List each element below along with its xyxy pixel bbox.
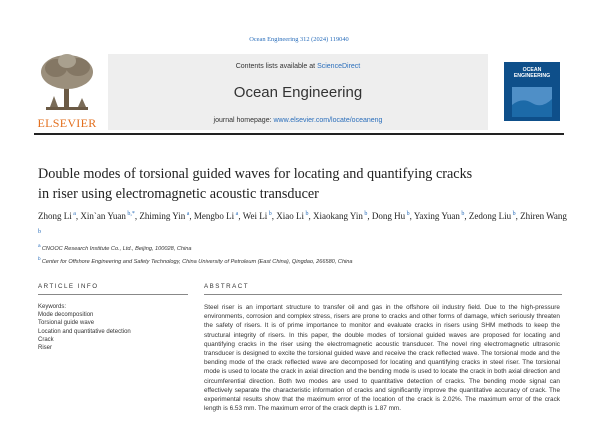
author-name[interactable]: Mengbo Li [193, 211, 235, 221]
keyword-item: Torsional guide wave [38, 320, 95, 327]
author-name[interactable]: Wei Li [242, 211, 268, 221]
keywords-block [38, 303, 188, 352]
article-info-rule [38, 294, 188, 295]
keyword-item: Location and quantitative detection [38, 328, 131, 335]
author-affiliation-marker[interactable]: a [185, 211, 190, 217]
author-name[interactable]: Yaxing Yuan [413, 211, 460, 221]
publisher-name: ELSEVIER [37, 116, 97, 130]
author-name[interactable]: Zhiren Wang [520, 211, 567, 221]
author-affiliation-marker[interactable]: b [38, 228, 41, 235]
author-affiliation-marker[interactable]: b,* [125, 211, 135, 217]
author-name[interactable]: Zhiming Yin [139, 211, 186, 221]
author-affiliation-marker[interactable]: b [459, 211, 465, 217]
author-name[interactable]: Xin`an Yuan [80, 211, 126, 221]
sciencedirect-link[interactable]: ScienceDirect [317, 63, 361, 70]
author-affiliation-marker[interactable]: a [234, 211, 239, 217]
author-name[interactable]: Dong Hu [371, 211, 406, 221]
affiliation-marker: a [38, 243, 42, 248]
header-divider [34, 133, 564, 135]
author-affiliation-marker[interactable]: b [267, 211, 272, 217]
author-name[interactable]: Xiaokang Yin [312, 211, 363, 221]
homepage-line [108, 117, 488, 124]
journal-title: Ocean Engineering [233, 84, 363, 101]
contents-prefix: Contents lists available at [235, 63, 318, 70]
article-title [38, 164, 558, 204]
author-affiliation-marker[interactable]: b [511, 211, 516, 217]
affiliation-item [38, 254, 568, 267]
author-name[interactable]: Xiao Li [276, 211, 304, 221]
author-name[interactable]: Zhong Li [38, 211, 72, 221]
homepage-prefix: journal homepage: [213, 117, 274, 124]
keyword-item: Mode decomposition [38, 312, 94, 319]
affiliation-item [38, 241, 568, 254]
author-affiliation-marker[interactable]: b [405, 211, 410, 217]
article-info-heading: ARTICLE INFO [38, 283, 99, 290]
author-affiliation-marker[interactable]: b [362, 211, 368, 217]
keyword-item: Crack [38, 336, 54, 343]
article-title-line-2: in riser using electromagnetic acoustic transducer [38, 186, 319, 202]
keyword-item: Riser [38, 345, 53, 352]
author-affiliation-marker[interactable]: a [71, 211, 76, 217]
keywords-label: Keywords: [38, 304, 67, 310]
abstract-heading: ABSTRACT [204, 283, 250, 290]
affiliation-text: Center for Offshore Engineering and Safety Technology, China University of Petroleum (East China), Qingdao, 266580, China [41, 258, 353, 265]
abstract-text: Steel riser is an important structure to transfer oil and gas in the offshore oil industry field. Due to the high-pressure environments, corrosion and complex stress, risers are prone to cracks and other forms of damage, which seriously threaten the safety of risers. It is of prime importance to monitor and evaluate cracks in risers using SHM methods to keep the structural integrity of risers. In this paper, the double modes of torsional guided waves are proposed for locating and quantifying cracks in the riser using the electromagnetic acoustic transducer. The novel ring electromagnetic ultrasonic transducer is designed to excite the torsional guided wave and receive the crack reflected wave. The torsional mode and the bending mode of the crack reflected wave are decomposed for locating and quantifying cracks in steel riser. The torsional mode is used to locate the crack in axial direction and the bending mode is used to locate the crack in both axial direction and circumferential direction. Both two modes are used to quantitative detection of cracks. The bending mode signal can effectively separate the characteristic information of cracks and significantly improve the quantitative accuracy of crack. The experimental results show that the maximum error of the location of the crack is 2.02%. The maximum error of the crack length is 6.53 mm. The maximum error of the crack depth is 1.87 mm. [204, 304, 560, 413]
contents-line [108, 63, 488, 70]
journal-homepage-link[interactable]: www.elsevier.com/locate/oceaneng [273, 117, 383, 124]
abstract-rule [204, 294, 562, 295]
affiliation-list [38, 241, 568, 267]
author-list: Zhong Li $^a$, Xin`an Yuan $^{b,*}$, Zhiming Yin $^a$, Mengbo Li $^a$, Wei Li $^b$, Xiao Li $^b$, Xiaokang Yin $^b$, Dong Hu $^b$, Yaxing Yuan $^b$, Zedong Liu $^b$, Zhiren Wang $^b$ [38, 211, 567, 235]
affiliation-marker: b [38, 255, 42, 261]
journal-reference[interactable]: Ocean Engineering 312 (2024) 119040 [249, 36, 349, 43]
author-affiliation-marker[interactable]: b [303, 211, 309, 217]
cover-title: OCEAN ENGINEERING [513, 67, 551, 79]
journal-cover-thumbnail [504, 53, 560, 127]
article-title-line-1: Double modes of torsional guided waves for locating and quantifying cracks [38, 166, 473, 182]
affiliation-text: CNOOC Research Institute Co., Ltd., Beijing, 100028, China [41, 245, 192, 252]
author-name[interactable]: Zedong Liu [468, 211, 512, 221]
